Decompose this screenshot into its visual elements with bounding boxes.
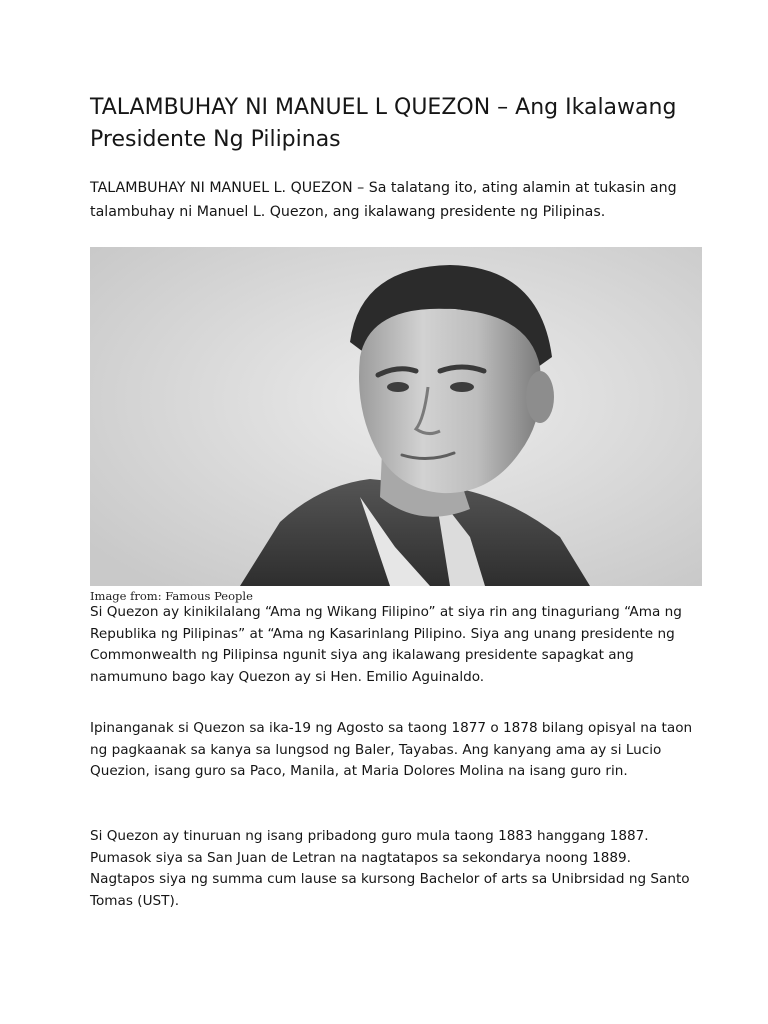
image-caption: Image from: Famous People bbox=[90, 589, 253, 603]
article-title: TALAMBUHAY NI MANUEL L QUEZON – Ang Ikalawang Presidente Ng Pilipinas bbox=[90, 95, 677, 152]
portrait-photo bbox=[90, 247, 702, 586]
body-paragraph: Si Quezon ay kinikilalang “Ama ng Wikang Filipino” at siya rin ang tinaguriang “Ama ng Republika ng Pilipinas” at “Ama ng Kasarinlang Pilipino. Siya ang unang presidente ng Commonwealth ng Pilipinsa ngunit siya ang ikalawang presidente sapagkat ang namumuno bago kay Quezon ay si Hen. Emilio Aguinaldo. bbox=[90, 604, 682, 685]
body-paragraph: Si Quezon ay tinuruan ng isang pribadong guro mula taong 1883 hanggang 1887. Pumasok siya sa San Juan de Letran na nagtatapos sa sekondarya noong 1889. Nagtapos siya ng summa cum lause sa kursong Bachelor of arts sa Unibrsidad ng Santo Tomas (UST). bbox=[90, 828, 690, 909]
body-paragraph: Ipinanganak si Quezon sa ika-19 ng Agosto sa taong 1877 o 1878 bilang opisyal na taon ng pagkaanak sa kanya sa lungsod ng Baler, Tayabas. Ang kanyang ama ay si Lucio Quezion, isang guro sa Paco, Manila, at Maria Dolores Molina na isang guro rin. bbox=[90, 720, 693, 779]
intro-paragraph: TALAMBUHAY NI MANUEL L. QUEZON – Sa talatang ito, ating alamin at tukasin ang talambuhay ni Manuel L. Quezon, ang ikalawang presidente ng Pilipinas. bbox=[90, 180, 677, 220]
